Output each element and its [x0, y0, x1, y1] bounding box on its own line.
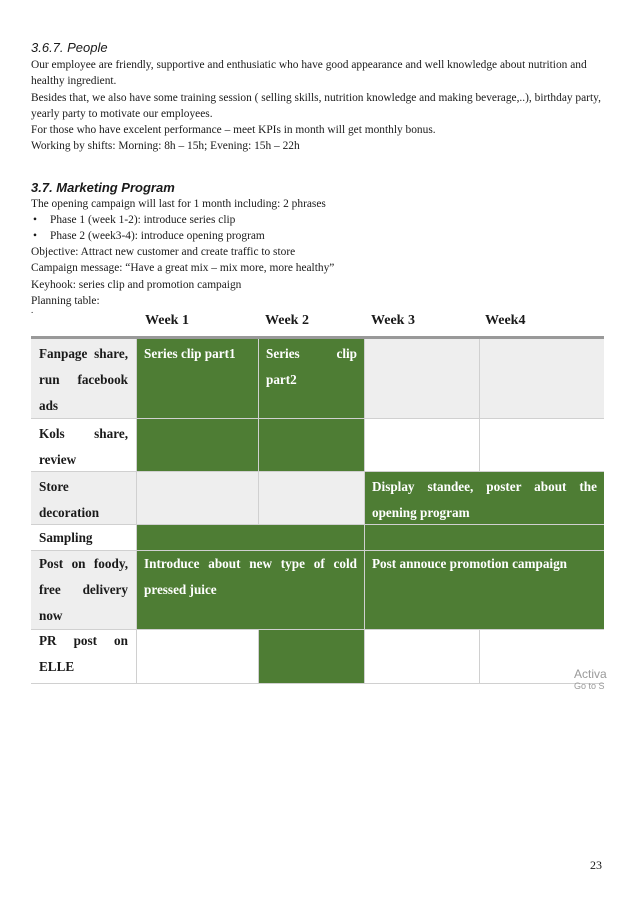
cell-standee — [365, 472, 604, 524]
people-line: Our employee are friendly, supportive and enthusiatic who have good appearance and well knowledge about nutrition and healthy ingredient. — [31, 59, 587, 88]
stray-dot: . — [31, 305, 34, 315]
marketing-intro: The opening campaign will last for 1 month including: 2 phrases — [31, 198, 326, 210]
people-line: Working by shifts: Morning: 8h – 15h; Evening: 15h – 22h — [31, 140, 300, 153]
cell-empty — [259, 472, 364, 524]
row-label-fanpage: Fanpage share, run facebook ads — [39, 346, 128, 413]
grid-line — [31, 471, 604, 472]
cell-text: Post annouce promotion campaign — [372, 556, 568, 571]
row-label-kols: Kols share, review — [39, 426, 128, 467]
page-number: 23 — [590, 858, 602, 872]
cell-promotion — [365, 551, 604, 629]
header-week-2: Week 2 — [265, 313, 309, 328]
people-heading: 3.6.7. People — [31, 40, 108, 55]
cell-text: Series clip part1 — [144, 346, 236, 361]
cell-cold-pressed — [137, 551, 364, 629]
cell-series-clip-2 — [259, 339, 364, 418]
cell-text: Series clip part2 — [266, 346, 357, 387]
grid-line — [258, 339, 259, 472]
keyhook-text: Keyhook: series clip and promotion campaign — [31, 278, 242, 291]
grid-line — [258, 472, 259, 525]
cell-empty — [365, 419, 479, 471]
cell-empty — [137, 472, 258, 524]
planning-table — [31, 311, 604, 684]
phase-list — [31, 212, 265, 245]
phase-item: • Phase 2 (week3-4): introduce opening program — [31, 228, 265, 244]
cell-text: Introduce about new type of cold pressed juice — [144, 556, 357, 597]
grid-line — [258, 630, 259, 684]
cell-empty — [480, 339, 604, 418]
people-line: For those who have excelent performance – meet KPIs in month will get monthly bonus. — [31, 124, 436, 137]
grid-line — [31, 550, 604, 551]
grid-line — [479, 630, 480, 684]
cell-empty — [137, 630, 258, 684]
grid-line — [364, 339, 365, 684]
row-label-foody: Post on foody, free delivery now — [39, 556, 128, 623]
header-week-3: Week 3 — [371, 313, 415, 328]
phase-item: • Phase 1 (week 1-2): introduce series clip — [31, 212, 265, 228]
people-line: Besides that, we also have some training session ( selling skills, nutrition knowledge and making beverage,..), birthday party, yearly party to motivate our employees. — [31, 91, 601, 120]
cell-empty — [480, 419, 604, 471]
row-label-sampling: Sampling — [39, 530, 93, 545]
watermark-line: Go to S — [574, 681, 605, 691]
row-label-store: Store decoration — [39, 479, 100, 520]
cell-green-fill — [137, 419, 258, 471]
grid-line — [31, 524, 604, 525]
message-text: Campaign message: “Have a great mix – mix more, more healthy” — [31, 262, 335, 275]
marketing-heading: 3.7. Marketing Program — [31, 180, 175, 195]
row-label-pr: PR post on ELLE — [39, 633, 128, 674]
grid-line — [31, 683, 604, 684]
cell-green-fill — [259, 630, 364, 684]
header-week-4: Week4 — [485, 313, 526, 328]
planning-label: Planning table: — [31, 294, 100, 307]
cell-empty — [365, 339, 479, 418]
activation-watermark — [574, 667, 608, 693]
grid-line — [136, 339, 137, 684]
marketing-details — [31, 244, 334, 309]
cell-sampling-fill — [137, 525, 604, 550]
grid-line — [479, 339, 480, 472]
objective-text: Objective: Attract new customer and create traffic to store — [31, 246, 296, 258]
cell-series-clip-1 — [137, 339, 258, 418]
cell-empty — [365, 630, 479, 684]
watermark-line: Activa — [574, 667, 607, 681]
people-body — [31, 57, 606, 155]
grid-line — [31, 629, 604, 630]
cell-green-fill — [259, 419, 364, 471]
grid-line — [31, 418, 604, 419]
header-week-1: Week 1 — [145, 313, 189, 328]
cell-text: Display standee, poster about the opening program — [372, 479, 597, 520]
